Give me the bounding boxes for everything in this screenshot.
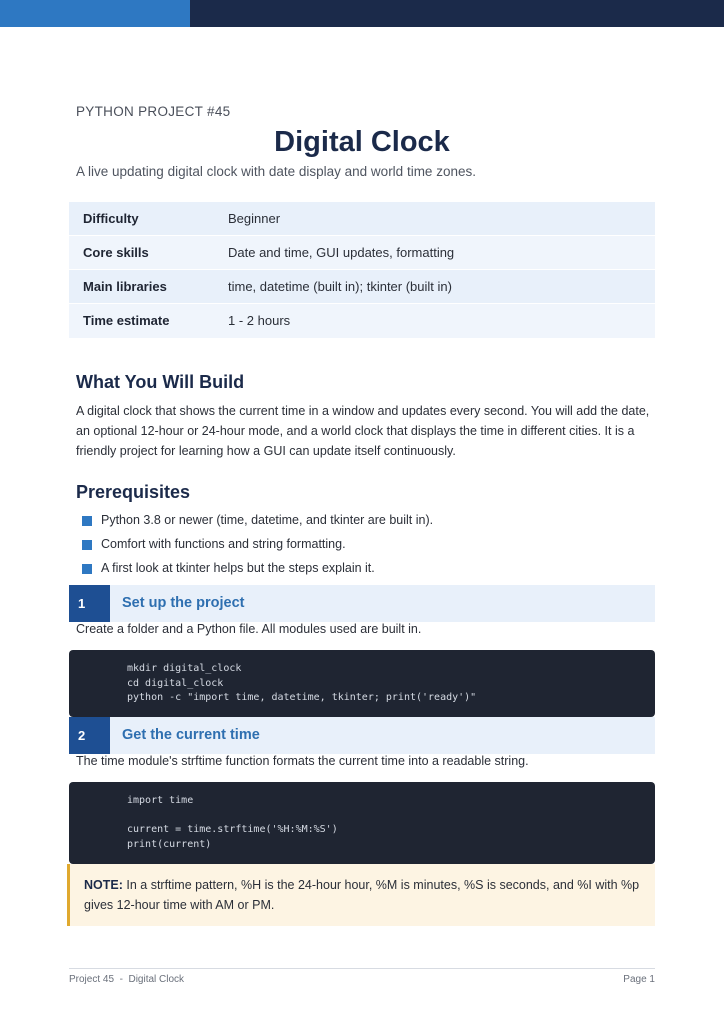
- page-subtitle: A live updating digital clock with date display and world time zones.: [76, 164, 476, 179]
- note-label: NOTE:: [84, 878, 123, 892]
- step-title: Get the current time: [122, 727, 260, 743]
- list-item-text: Comfort with functions and string formatting.: [101, 537, 346, 551]
- page-title: Digital Clock: [274, 126, 450, 158]
- section-heading-prerequisites: Prerequisites: [76, 482, 191, 502]
- prerequisites-list: [82, 510, 433, 582]
- info-value: 1 - 2 hours: [228, 304, 655, 338]
- table-row: [69, 236, 655, 270]
- project-info-table: [69, 201, 655, 338]
- info-key: Difficulty: [69, 202, 228, 236]
- info-key: Main libraries: [69, 270, 228, 304]
- code-block: [69, 782, 655, 864]
- project-kicker: PYTHON PROJECT #45: [76, 104, 231, 119]
- step-header-1: [69, 585, 655, 622]
- info-value: Beginner: [228, 202, 655, 236]
- note-body: [84, 875, 644, 915]
- table-row: [69, 202, 655, 236]
- list-item-text: A first look at tkinter helps but the steps explain it.: [101, 561, 375, 575]
- info-key: Time estimate: [69, 304, 228, 338]
- list-item-text: Python 3.8 or newer (time, datetime, and tkinter are built in).: [101, 513, 434, 527]
- top-banner-accent: [0, 0, 190, 27]
- table-row: [69, 270, 655, 304]
- list-item: [82, 510, 433, 534]
- build-description: A digital clock that shows the current time in a window and updates every second. You will add the date, an optional 12-hour or 24-hour mode, and a world clock that displays the time in different cities. It is a friendly project for learning how a GUI can update itself continuously.: [76, 404, 650, 458]
- step-number: 2: [69, 717, 110, 754]
- list-item: [82, 534, 433, 558]
- info-key: Core skills: [69, 236, 228, 270]
- section-heading-build: What You Will Build: [76, 372, 245, 392]
- info-value: time, datetime (built in); tkinter (built in): [228, 270, 655, 304]
- step-header-2: [69, 717, 655, 754]
- code-text: mkdir digital_clock cd digital_clock python -c "import time, datetime, tkinter; print('ready')": [127, 663, 477, 704]
- list-item: [82, 558, 433, 582]
- footer-divider: [69, 968, 655, 969]
- step-number: 1: [69, 585, 110, 622]
- bullet-square-icon: [82, 540, 92, 550]
- note-callout: [67, 864, 655, 926]
- note-text: In a strftime pattern, %H is the 24-hour hour, %M is minutes, %S is seconds, and %I with %p gives 12-hour time with AM or PM.: [84, 878, 640, 912]
- step-title: Set up the project: [122, 595, 245, 611]
- step-description: Create a folder and a Python file. All modules used are built in.: [76, 622, 422, 636]
- step-description: The time module's strftime function formats the current time into a readable string.: [76, 754, 529, 768]
- info-value: Date and time, GUI updates, formatting: [228, 236, 655, 270]
- bullet-square-icon: [82, 564, 92, 574]
- code-block: [69, 650, 655, 717]
- table-row: [69, 304, 655, 338]
- footer-project-label: Project 45 - Digital Clock: [69, 974, 185, 985]
- code-text: import time current = time.strftime('%H:%M:%S') print(current): [127, 795, 338, 851]
- footer-page-number: Page 1: [623, 974, 655, 985]
- bullet-square-icon: [82, 516, 92, 526]
